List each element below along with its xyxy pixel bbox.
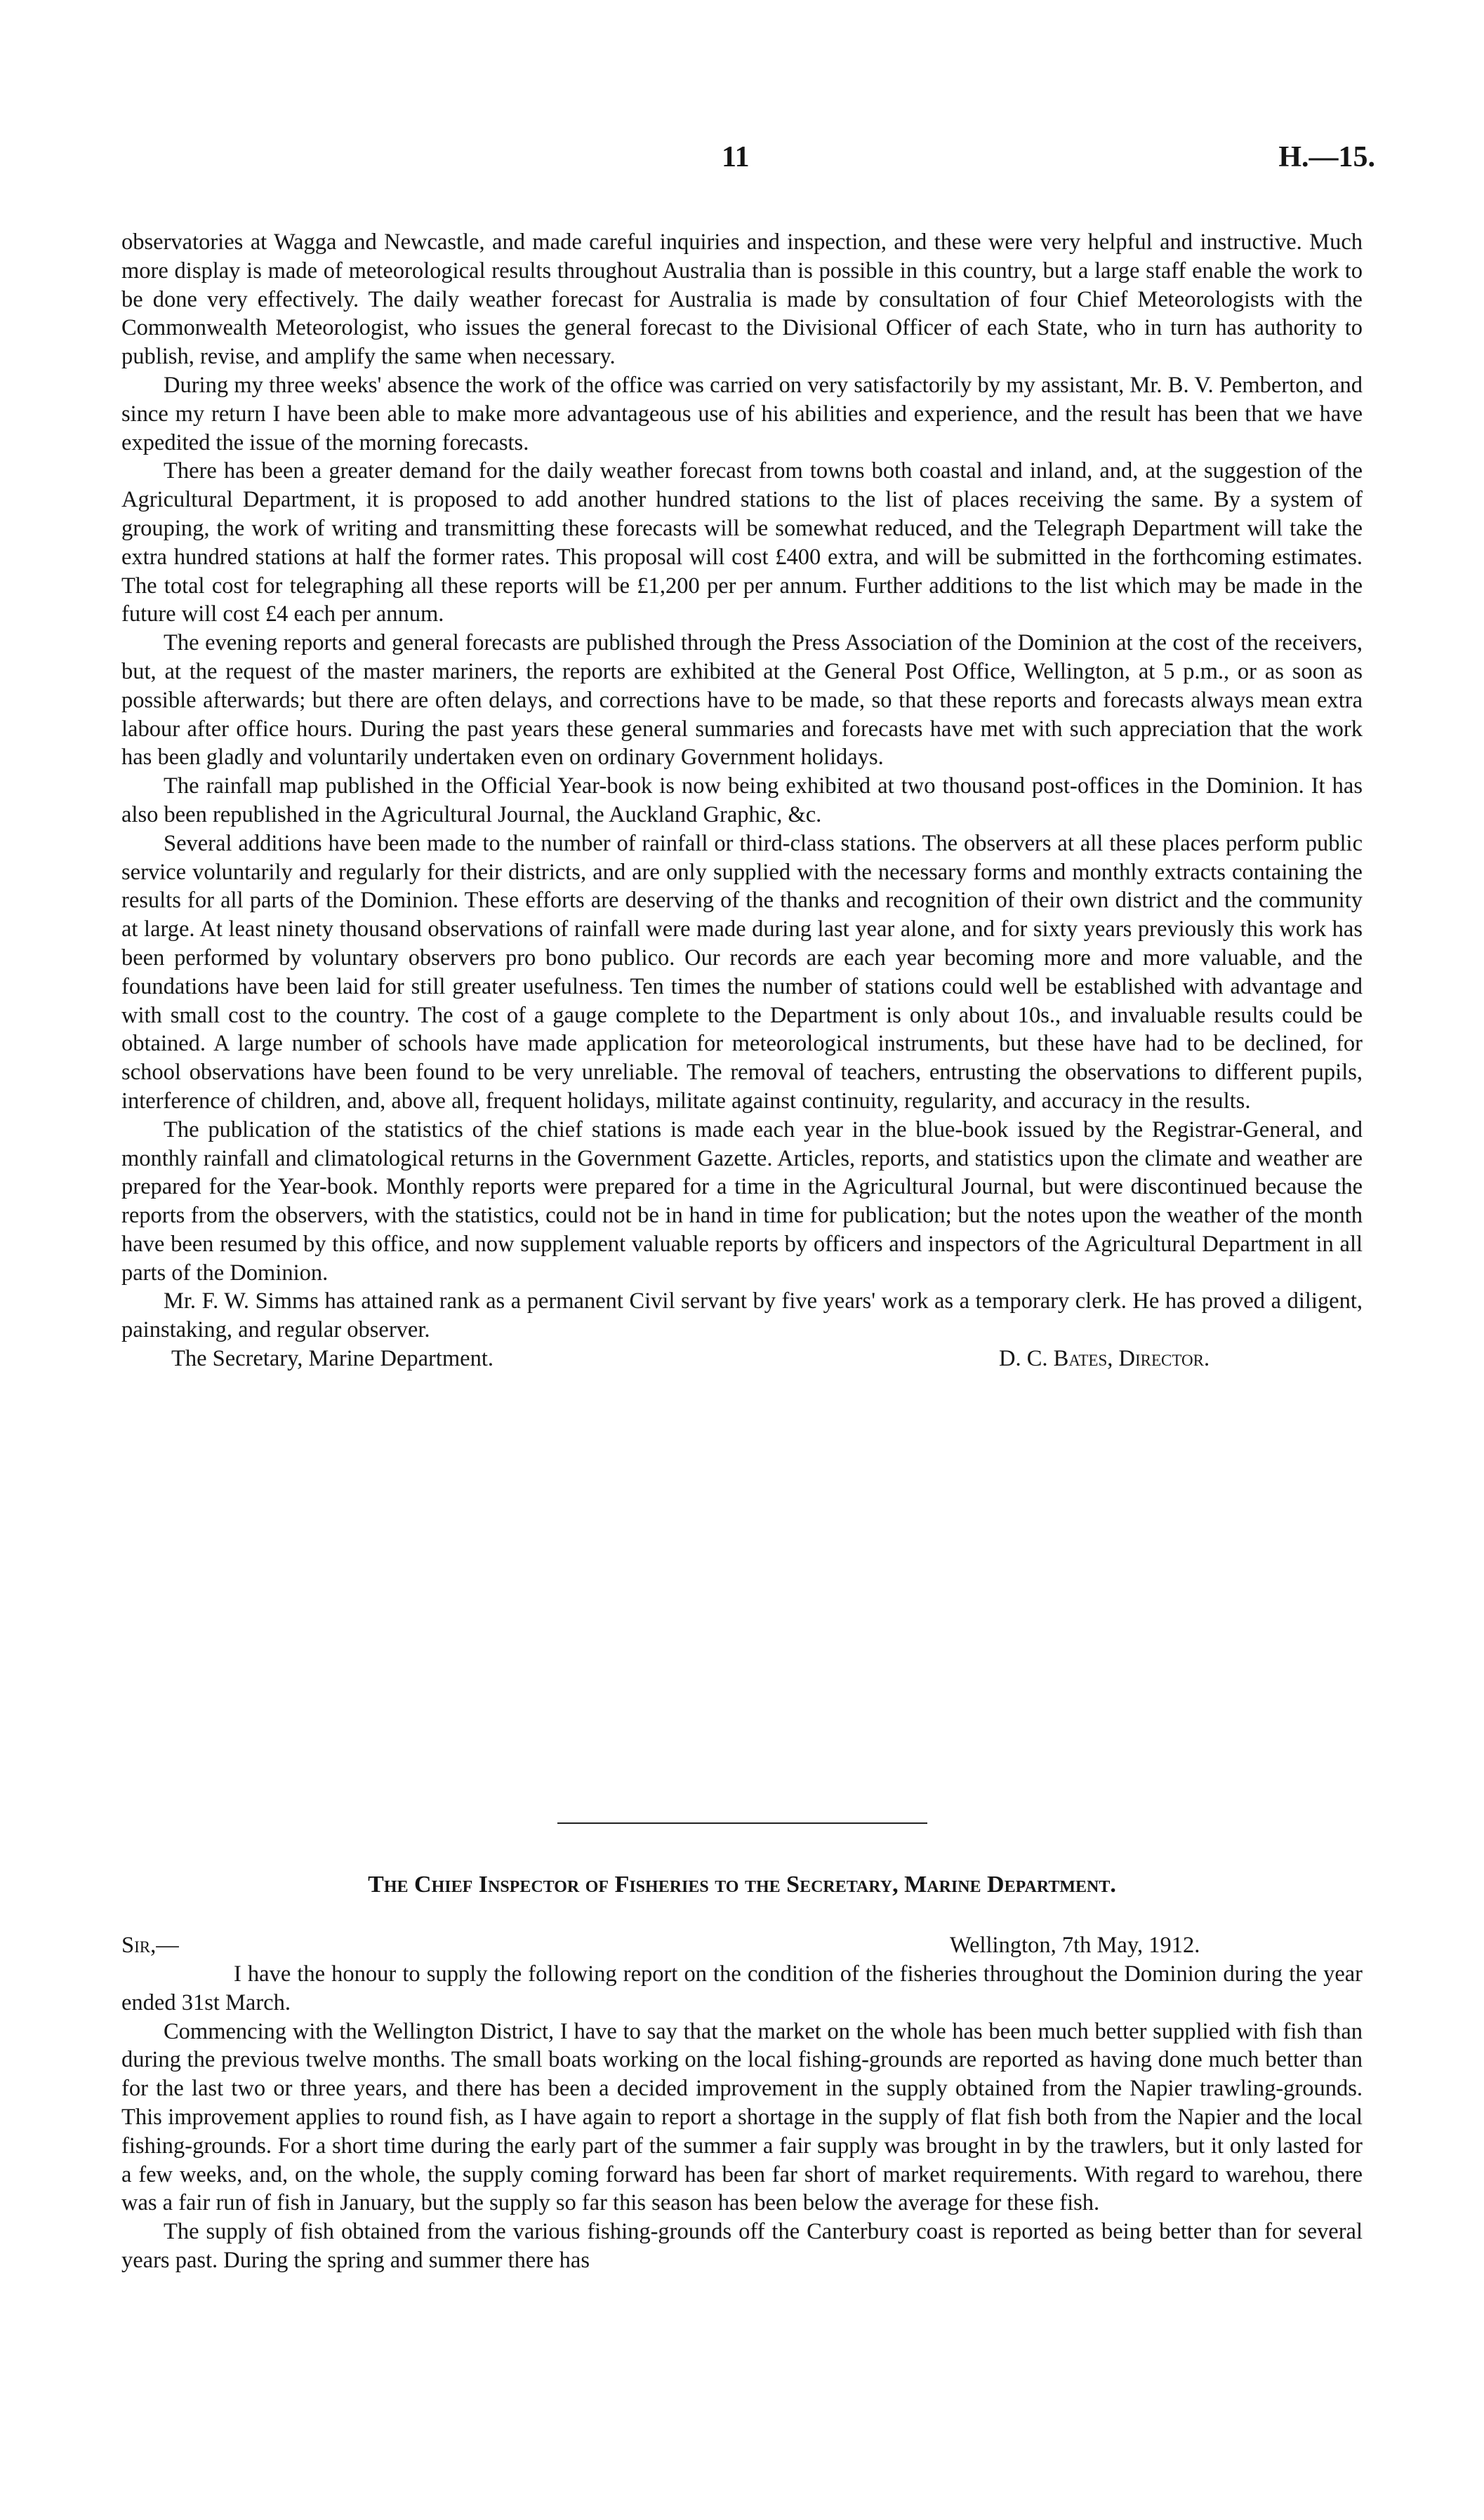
document-code: H.—15.	[1278, 141, 1375, 173]
place-date: Wellington, 7th May, 1912.	[950, 1933, 1200, 1958]
paragraph: Mr. F. W. Simms has attained rank as a permanent Civil servant by five years' work as a temporary clerk. He has proved a diligent, painstaking, and regular observer.	[121, 1288, 1363, 1343]
report-body-fisheries	[121, 1931, 1363, 2275]
paragraph: The publication of the statistics of the chief stations is made each year in the blue-book issued by the Registrar-General, and monthly rainfall and climatological returns in the Government Gazette. Articles, reports, and statistics upon the climate and weather are prepared for the Year-book. Monthly reports were prepared for a time in the Agricultural Journal, but were discontinued because the reports from the observers, with the statistics, could not be in hand in time for publication; but the notes upon the weather of the month have been resumed by this office, and now supplement valuable reports by officers and inspectors of the Agricultural Department in all parts of the Dominion.	[121, 1116, 1363, 1286]
paragraph: Commencing with the Wellington District, I have to say that the market on the whole has been much better supplied with fish than during the previous twelve months. The small boats working on the local fishing-grounds are reported as having done much better than for the last two or three years, and there has been a decided improvement in the supply obtained from the Napier trawling-grounds. This improvement applies to round fish, as I have again to report a shortage in the supply of flat fish both from the Napier and the local fishing-grounds. For a short time during the early part of the summer a fair supply was brought in by the trawlers, but it only lasted for a few weeks, and, on the whole, the supply coming forward has been far short of market requirements. With regard to warehou, there was a fair run of fish in January, but the supply so far this season has been below the average for these fish.	[121, 2018, 1363, 2216]
salutation: Sir,—	[121, 1933, 179, 1958]
letter-heading: The Chief Inspector of Fisheries to the Secretary, Marine Department.	[368, 1872, 1116, 1898]
paragraph: During my three weeks' absence the work of the office was carried on very satisfactorily by my assistant, Mr. B. V. Pemberton, and since my return I have been able to make more advantageous use of his abilities and experience, and the result has been that we have expedited the issue of the morning forecasts.	[121, 372, 1363, 455]
signature: D. C. Bates, Director.	[999, 1346, 1210, 1372]
paragraph: I have the honour to supply the following report on the condition of the fisheries throughout the Dominion during the year ended 31st March.	[121, 1961, 1363, 2015]
addressee: The Secretary, Marine Department.	[171, 1346, 493, 1372]
paragraph: Several additions have been made to the number of rainfall or third-class stations. The observers at all these places perform public service voluntarily and regularly for their districts, and are only supplied with the necessary forms and monthly extracts containing the results for all parts of the Dominion. These efforts are deserving of the thanks and recognition of their own district and the community at large. At least ninety thousand observations of rainfall were made during last year alone, and for sixty years previously this work has been performed by voluntary observers pro bono publico. Our records are each year becoming more and more valuable, and the foundations have been laid for still greater usefulness. Ten times the number of stations could well be established with advantage and with small cost to the country. The cost of a gauge complete to the Department is only about 10s., and invaluable results could be obtained. A large number of schools have made application for meteorological instruments, but these have had to be declined, for school observations have been found to be very unreliable. The removal of teachers, entrusting the observations to different pupils, interference of children, and, above all, frequent holidays, militate against continuity, regularity, and accuracy in the results.	[121, 830, 1363, 1114]
paragraph: observatories at Wagga and Newcastle, and made careful inquiries and inspection, and these were very helpful and instructive. Much more display is made of meteorological results throughout Australia than is possible in this country, but a large staff enable the work to be done very effectively. The daily weather forecast for Australia is made by consultation of four Chief Meteorologists with the Commonwealth Meteorologist, who issues the general forecast to the Divisional Officer of each State, who in turn has authority to publish, revise, and amplify the same when necessary.	[121, 229, 1363, 370]
section-divider	[557, 1822, 927, 1824]
paragraph: There has been a greater demand for the daily weather forecast from towns both coastal and inland, and, at the suggestion of the Agricultural Department, it is proposed to add another hundred stations to the list of places receiving the same. By a system of grouping, the work of writing and transmitting these forecasts will be somewhat reduced, and the Telegraph Department will take the extra hundred stations at half the former rates. This proposal will cost £400 extra, and will be submitted in the forthcoming estimates. The total cost for telegraphing all these reports will be £1,200 per per annum. Further additions to the list which may be made in the future will cost £4 each per annum.	[121, 458, 1363, 627]
report-body-meteorology	[121, 228, 1363, 1373]
paragraph: The rainfall map published in the Official Year-book is now being exhibited at two thousand post-offices in the Dominion. It has also been republished in the Agricultural Journal, the Auckland Graphic, &c.	[121, 773, 1363, 827]
signature-line	[121, 1345, 1363, 1373]
paragraph: The supply of fish obtained from the various fishing-grounds off the Canterbury coast is reported as being better than for several years past. During the spring and summer there has	[121, 2219, 1363, 2273]
paragraph: The evening reports and general forecasts are published through the Press Association of the Dominion at the cost of the receivers, but, at the request of the master mariners, the reports are exhibited at the General Post Office, Wellington, at 5 p.m., or as soon as possible afterwards; but there are often delays, and corrections have to be made, so that these reports and forecasts always mean extra labour after office hours. During the past years these general summaries and forecasts have met with such appreciation that the work has been gladly and voluntarily undertaken even on ordinary Government holidays.	[121, 630, 1363, 771]
page-number: 11	[722, 141, 750, 173]
salutation-line	[121, 1931, 1363, 1960]
